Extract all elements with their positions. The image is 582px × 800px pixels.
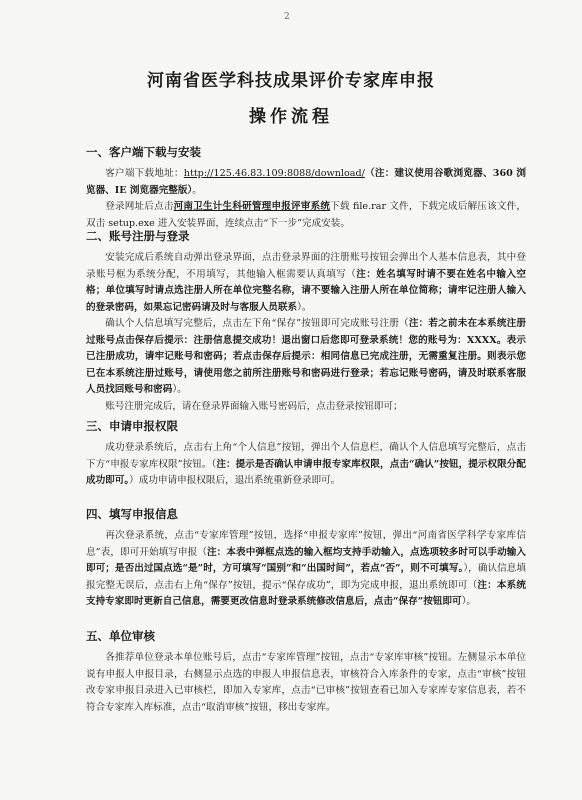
- document-subtitle: 操作流程: [249, 107, 333, 127]
- paragraph: [86, 316, 526, 399]
- document-title: 河南省医学科技成果评价专家库申报: [147, 71, 435, 91]
- paragraph: [86, 166, 526, 199]
- text: ）。: [172, 384, 187, 395]
- text: 再次登录系统，点击“专家库管理”按钮，选择“申报专家库”按钮，弹出“河南省医学科学专家库信息”表，即可开始填写申报（: [86, 530, 526, 558]
- section-heading: 一、客户端下载与安装: [86, 145, 201, 159]
- section-download-install: [86, 144, 526, 232]
- text: 确认个人信息填写完整后，点击左下角“保存”按钮即可完成账号注册（: [105, 318, 409, 329]
- section-heading: 二、账号注册与登录: [86, 229, 190, 243]
- text: ），确认信息填报完整无误后，点击右上角“保存”按钮，提示“保存成功”，即为完成申报，退出系统即可（: [86, 563, 526, 591]
- system-link[interactable]: 河南卫生计生科研管理申报评审系统: [173, 201, 331, 212]
- text: 安装完成后系统自动弹出登录界面，点击登录界面的注册账号按钮会弹出个人基本信息表，其中登录账号框为系统分配，不用填写，其他输入框需要认真填写（: [86, 252, 526, 280]
- text: 客户端下载地址：: [105, 168, 184, 179]
- text: 下载 file.rar 文件，下载完成后解压该文件，双击 setup.exe 进入安装界面，连续点击“下一步”完成安装。: [86, 201, 527, 229]
- text: 成功登录系统后，点击右上角“个人信息”按钮，弹出个人信息栏，确认个人信息填写完整后，点击下方“申报专家库权限”按钮。（: [86, 442, 526, 470]
- note-text: 注：姓名填写时请不要在姓名中输入空格；单位填写时请点选注册人所在单位完整名称，请不要输入注册人所在单位简称；请牢记注册人输入的登录密码，如果忘记密码请及时与客服人员联系: [86, 268, 527, 313]
- paragraph: [86, 528, 526, 611]
- note-text: 注：本系统支持专家即时更新自己信息，需要更改信息时登录系统修改信息后，点击“保存”按钮即可: [86, 579, 526, 607]
- note-text: （注：建议使用谷歌浏览器、360 浏览器、IE 浏览器完整版）: [86, 168, 526, 196]
- section-register-login: [86, 228, 526, 415]
- note-text: 注：本表中弹框点选的输入框均支持手动输入，点选项较多时可以手动输入即可；是否出过国点选“是”时，方可填写“国别”和“出国时间”，若点“否”，则不可填写。: [86, 546, 527, 574]
- section-heading: 四、填写申报信息: [86, 507, 178, 521]
- paragraph: [86, 250, 526, 316]
- section-heading: 五、单位审核: [86, 629, 155, 643]
- paragraph: 账号注册完成后，请在登录界面输入账号密码后，点击登录按钮即可；: [105, 400, 403, 412]
- text: 。: [192, 184, 202, 196]
- page-mark: 2: [284, 12, 290, 22]
- section-heading: 三、申请申报权限: [86, 419, 178, 433]
- download-link[interactable]: http://125.46.83.109:8088/download/: [183, 168, 365, 179]
- section-unit-review: [86, 628, 526, 716]
- text: ）。: [297, 301, 312, 313]
- section-fill-info: [86, 506, 526, 611]
- text: ）成功申请申报权限后，退出系统重新登录即可。: [129, 475, 341, 486]
- paragraph: [86, 440, 526, 490]
- text: 登录网址后点击: [105, 201, 174, 212]
- section-apply-permission: [86, 418, 526, 490]
- paragraph: 各推荐单位登录本单位账号后，点击“专家库管理”按钮，点击“专家库审核”按钮。左侧显示本单位说有申报人申报目录，右侧显示点选的申报人申报信息表，审核符合入库条件的专家，点击“审核”按钮改专家申报目录进入已审核栏，即加入专家库，点击“已审核”按钮查看已加入专家库专家信息表，若不符合专家库入库标准，点击“取消审核”按钮，移出专家库。: [86, 652, 526, 713]
- note-text: 注：提示是否确认申请申报专家库权限，点击“确认”按钮，提示权限分配成功即可。: [86, 458, 526, 486]
- text: ）。: [461, 596, 476, 607]
- note-text: 注：若之前未在本系统注册过账号点击保存后提示：注册信息提交成功！退出窗口后您即可登录系统！您的账号为：XXXX。表示已注册成功，请牢记账号和密码；若点击保存后提示：相同信息已完成注册，无需重复注册。则表示您已在本系统注册过账号，请使用您之前所注册账号和密码进行登录；若忘记账号密码，请及时联系客服人员找回账号和密码: [86, 318, 526, 395]
